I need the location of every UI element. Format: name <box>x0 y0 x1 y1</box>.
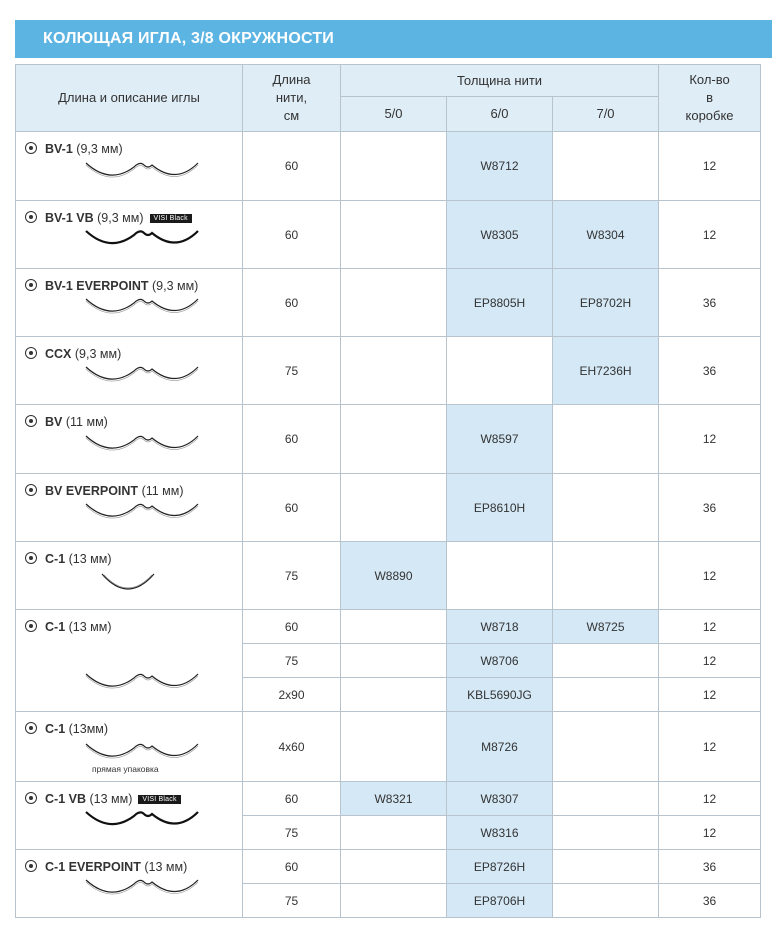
needle-code: BV EVERPOINT <box>45 484 139 498</box>
size-7-0-cell: W8304 <box>553 201 659 269</box>
quantity-cell: 36 <box>659 884 761 918</box>
quantity-cell: 12 <box>659 678 761 712</box>
size-7-0-cell <box>553 816 659 850</box>
size-5-0-cell <box>341 712 447 782</box>
needle-size: (9,3 мм) <box>151 279 199 293</box>
needle-description <box>16 337 243 405</box>
length-cell: 75 <box>243 884 341 918</box>
needle-code: C-1 <box>45 620 66 634</box>
length-cell: 60 <box>243 132 341 201</box>
table-row <box>16 850 761 884</box>
quantity-cell: 12 <box>659 816 761 850</box>
length-cell: 75 <box>243 542 341 610</box>
needle-description <box>16 610 243 712</box>
needle-code: C-1 EVERPOINT <box>45 860 141 874</box>
size-5-0-cell <box>341 132 447 201</box>
size-5-0-cell <box>341 678 447 712</box>
size-6-0-cell: W8305 <box>447 201 553 269</box>
size-6-0-cell: W8706 <box>447 644 553 678</box>
needle-size: (13 мм) <box>144 860 188 874</box>
radio-icon <box>25 211 37 223</box>
size-7-0-cell <box>553 542 659 610</box>
size-5-0-cell <box>341 884 447 918</box>
length-cell: 4x60 <box>243 712 341 782</box>
size-5-0-cell <box>341 405 447 474</box>
size-6-0-cell <box>447 337 553 405</box>
header-size-7-0: 7/0 <box>553 97 659 132</box>
length-cell: 75 <box>243 816 341 850</box>
quantity-cell: 12 <box>659 132 761 201</box>
size-7-0-cell <box>553 850 659 884</box>
size-5-0-cell <box>341 201 447 269</box>
radio-icon <box>25 620 37 632</box>
size-5-0-cell: W8890 <box>341 542 447 610</box>
size-5-0-cell <box>341 269 447 337</box>
needle-description <box>16 405 243 474</box>
visi-black-badge: VISI Black <box>150 214 192 223</box>
table-row <box>16 474 761 542</box>
length-cell: 60 <box>243 405 341 474</box>
header-thickness: Толщина нити <box>341 65 659 97</box>
table-row <box>16 337 761 405</box>
needle-code: C-1 VB <box>45 792 86 806</box>
needle-description <box>16 712 243 782</box>
length-cell: 2x90 <box>243 678 341 712</box>
needle-description <box>16 474 243 542</box>
radio-icon <box>25 484 37 496</box>
size-5-0-cell <box>341 816 447 850</box>
size-7-0-cell <box>553 782 659 816</box>
header-needle: Длина и описание иглы <box>16 65 243 132</box>
size-6-0-cell: M8726 <box>447 712 553 782</box>
needle-code: BV-1 EVERPOINT <box>45 279 149 293</box>
needle-size: (13мм) <box>68 722 109 736</box>
size-7-0-cell <box>553 712 659 782</box>
title-banner <box>15 20 772 58</box>
radio-icon <box>25 552 37 564</box>
length-cell: 60 <box>243 782 341 816</box>
radio-icon <box>25 792 37 804</box>
size-5-0-cell <box>341 850 447 884</box>
size-7-0-cell <box>553 474 659 542</box>
table-row <box>16 132 761 201</box>
table-row <box>16 269 761 337</box>
needle-size: (13 мм) <box>68 552 112 566</box>
quantity-cell: 12 <box>659 644 761 678</box>
size-7-0-cell: W8725 <box>553 610 659 644</box>
size-6-0-cell: W8597 <box>447 405 553 474</box>
size-7-0-cell <box>553 644 659 678</box>
length-cell: 60 <box>243 269 341 337</box>
size-6-0-cell <box>447 542 553 610</box>
length-cell: 60 <box>243 850 341 884</box>
quantity-cell: 36 <box>659 850 761 884</box>
needle-code: BV <box>45 415 63 429</box>
size-7-0-cell <box>553 678 659 712</box>
needle-description <box>16 850 243 918</box>
size-6-0-cell: KBL5690JG <box>447 678 553 712</box>
radio-icon <box>25 722 37 734</box>
table-row <box>16 542 761 610</box>
radio-icon <box>25 860 37 872</box>
quantity-cell: 12 <box>659 542 761 610</box>
table-body <box>16 132 761 918</box>
length-cell: 60 <box>243 474 341 542</box>
needle-description <box>16 542 243 610</box>
needle-description <box>16 782 243 850</box>
radio-icon <box>25 347 37 359</box>
size-6-0-cell: EP8805H <box>447 269 553 337</box>
size-7-0-cell <box>553 132 659 201</box>
needle-size: (13 мм) <box>68 620 112 634</box>
needle-description <box>16 269 243 337</box>
size-6-0-cell: W8712 <box>447 132 553 201</box>
size-7-0-cell <box>553 405 659 474</box>
needle-code: C-1 <box>45 552 66 566</box>
size-6-0-cell: EP8610H <box>447 474 553 542</box>
header-size-6-0: 6/0 <box>447 97 553 132</box>
size-6-0-cell: W8718 <box>447 610 553 644</box>
length-cell: 60 <box>243 201 341 269</box>
needle-size: (9,3 мм) <box>97 211 144 225</box>
radio-icon <box>25 415 37 427</box>
needle-code: C-1 <box>45 722 66 736</box>
header-length: Длина нити, см <box>243 65 341 132</box>
size-5-0-cell <box>341 610 447 644</box>
quantity-cell: 36 <box>659 337 761 405</box>
needle-size: (9,3 мм) <box>76 142 123 156</box>
table-row <box>16 610 761 644</box>
length-cell: 75 <box>243 644 341 678</box>
size-5-0-cell: W8321 <box>341 782 447 816</box>
length-cell: 60 <box>243 610 341 644</box>
table-row <box>16 712 761 782</box>
visi-black-badge: VISI Black <box>138 795 180 804</box>
header-quantity: Кол-во в коробке <box>659 65 761 132</box>
size-6-0-cell: W8307 <box>447 782 553 816</box>
needle-table <box>15 64 761 918</box>
needle-size: (11 мм) <box>141 484 184 498</box>
needle-caption: прямая упаковка <box>92 764 159 774</box>
size-7-0-cell <box>553 884 659 918</box>
quantity-cell: 12 <box>659 405 761 474</box>
header-size-5-0: 5/0 <box>341 97 447 132</box>
table-row <box>16 405 761 474</box>
quantity-cell: 12 <box>659 782 761 816</box>
size-7-0-cell: EP8702H <box>553 269 659 337</box>
size-7-0-cell: EH7236H <box>553 337 659 405</box>
quantity-cell: 12 <box>659 201 761 269</box>
size-6-0-cell: W8316 <box>447 816 553 850</box>
needle-size: (11 мм) <box>65 415 108 429</box>
quantity-cell: 36 <box>659 474 761 542</box>
needle-description <box>16 201 243 269</box>
length-cell: 75 <box>243 337 341 405</box>
quantity-cell: 36 <box>659 269 761 337</box>
size-5-0-cell <box>341 644 447 678</box>
needle-code: BV-1 VB <box>45 211 94 225</box>
size-6-0-cell: EP8726H <box>447 850 553 884</box>
size-5-0-cell <box>341 337 447 405</box>
radio-icon <box>25 279 37 291</box>
radio-icon <box>25 142 37 154</box>
page-title: КОЛЮЩАЯ ИГЛА, 3/8 ОКРУЖНОСТИ <box>43 30 334 47</box>
table-row <box>16 782 761 816</box>
size-6-0-cell: EP8706H <box>447 884 553 918</box>
needle-code: BV-1 <box>45 142 73 156</box>
quantity-cell: 12 <box>659 712 761 782</box>
needle-size: (9,3 мм) <box>74 347 122 361</box>
needle-code: CCX <box>45 347 72 361</box>
table-row <box>16 201 761 269</box>
needle-size: (13 мм) <box>89 792 133 806</box>
quantity-cell: 12 <box>659 610 761 644</box>
size-5-0-cell <box>341 474 447 542</box>
needle-description <box>16 132 243 201</box>
